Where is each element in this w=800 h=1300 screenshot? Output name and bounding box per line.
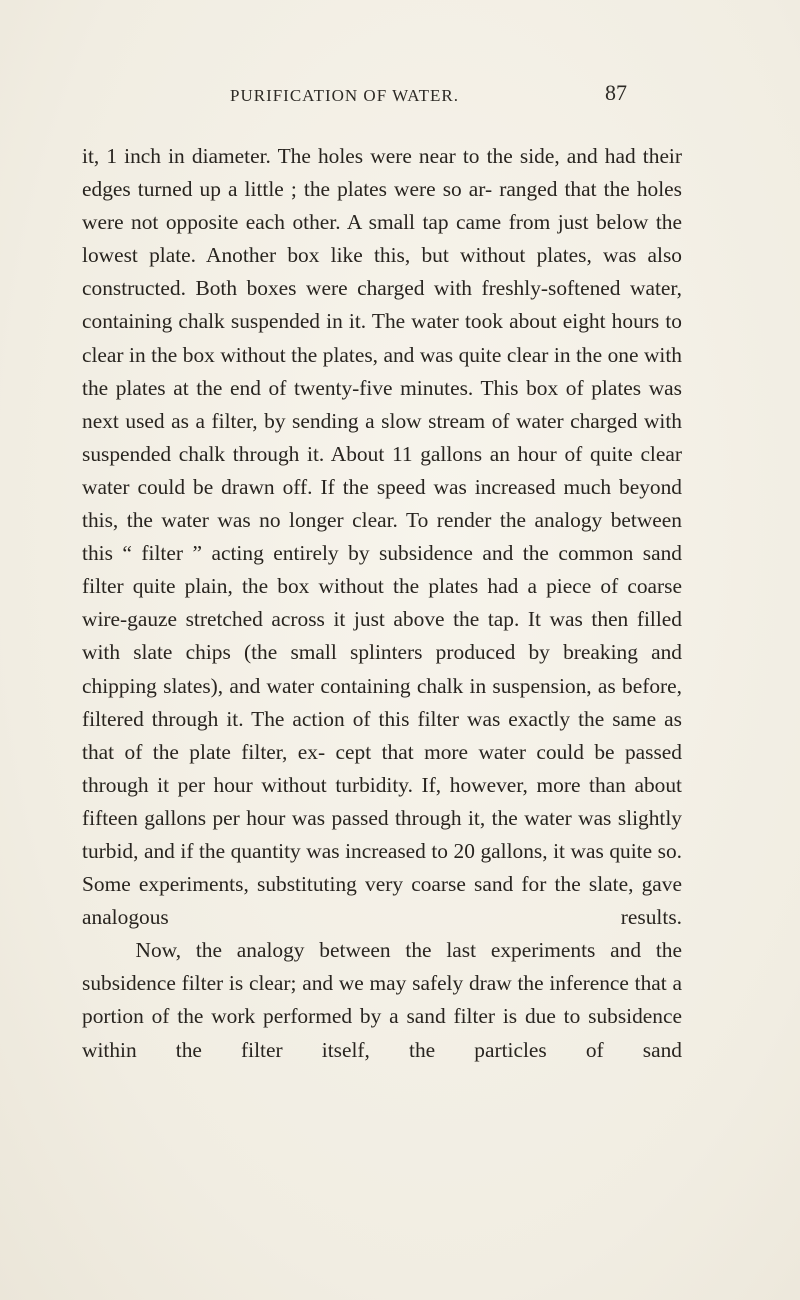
- page-number: 87: [605, 80, 627, 105]
- body-text: [82, 140, 682, 1067]
- paragraph-2: Now, the analogy between the last experiments and the subsidence filter is clear; and we may safely draw the inference that a portion of the work performed by a sand filter is due to subsidence within the filter itself, the particles of sand: [82, 938, 682, 1062]
- running-head: PURIFICATION OF WATER.: [230, 86, 460, 105]
- paragraph-1: it, 1 inch in diameter. The holes were near to the side, and had their edges turned up a little ; the plates were so ar- ranged that the holes were not opposite each other. A small tap came from just below the lowest plate. Another box like this, but without plates, was also constructed. Both boxes were charged with freshly-softened water, containing chalk suspended in it. The water took about eight hours to clear in the box without the plates, and was quite clear in the one with the plates at the end of twenty-five minutes. This box of plates was next used as a filter, by sending a slow stream of water charged with suspended chalk through it. About 11 gallons an hour of quite clear water could be drawn off. If the speed was increased much beyond this, the water was no longer clear. To render the analogy between this “ filter ” acting entirely by subsidence and the common sand filter quite plain, the box without the plates had a piece of coarse wire-gauze stretched across it just above the tap. It was then filled with slate chips (the small splinters produced by breaking and chipping slates), and water containing chalk in suspension, as before, filtered through it. The action of this filter was exactly the same as that of the plate filter, ex- cept that more water could be passed through it per hour without turbidity. If, however, more than about fifteen gallons per hour was passed through it, the water was slightly turbid, and if the quantity was increased to 20 gallons, it was quite so. Some experiments, substituting very coarse sand for the slate, gave analogous results.: [82, 144, 682, 930]
